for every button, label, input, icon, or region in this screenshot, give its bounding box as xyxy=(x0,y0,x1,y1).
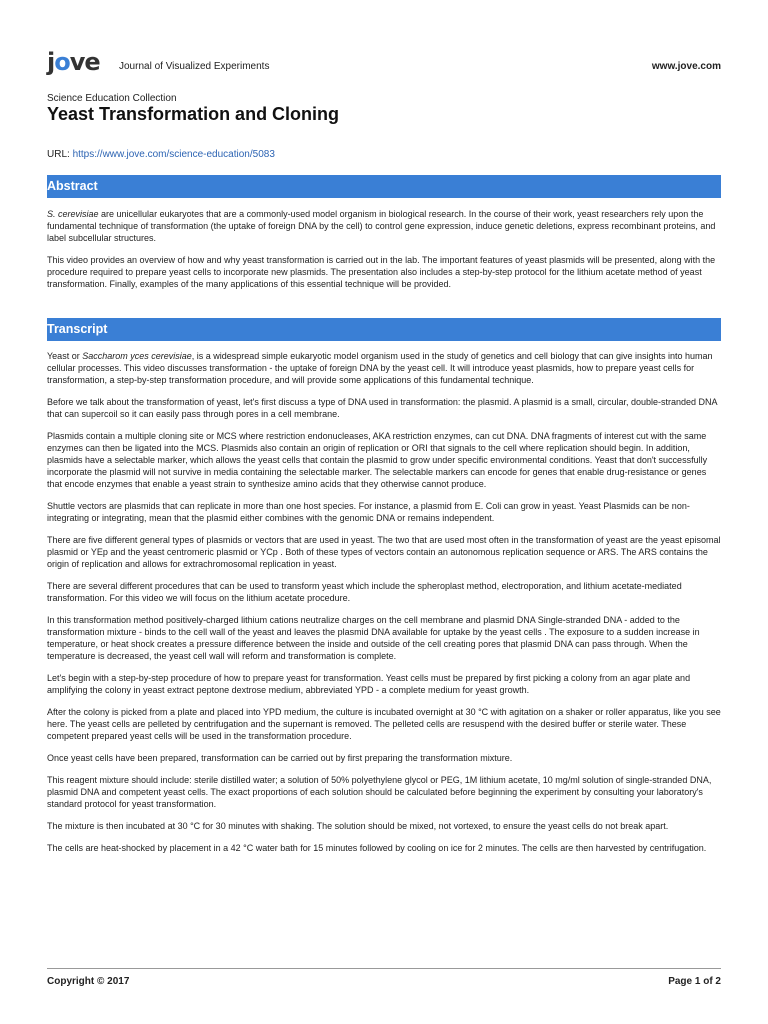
abstract-paragraph xyxy=(47,208,721,244)
transcript-paragraph: Before we talk about the transformation of yeast, let's first discuss a type of DNA used in transformation: the plasmid. A plasmid is a small, circular, double-stranded DNA that can supercoil so it can easily pass through pores in a cell membrane. xyxy=(47,397,718,419)
abstract-body xyxy=(47,208,721,300)
logo-o: o xyxy=(54,48,70,76)
transcript-paragraph: In this transformation method positively-charged lithium cations neutralize charges on the cell membrane and plasmid DNA Single-stranded DNA - added to the transformation mixture - binds to the cell wall of the yeast and leaves the plasmid DNA available for uptake by the yeast cells . The exposure to a sudden increase in temperature, or heat shock creates a pressure difference between the inside and outside of the cell creating pores that plasmid DNA can pass through. When the temperature is decreased, the yeast cell wall will reform and transformation is complete. xyxy=(47,615,700,661)
transcript-paragraph: Once yeast cells have been prepared, transformation can be carried out by first preparing the transformation mixture. xyxy=(47,753,513,763)
abstract-heading: Abstract xyxy=(47,179,98,193)
transcript-paragraph: The cells are heat-shocked by placement in a 42 °C water bath for 15 minutes followed by cooling on ice for 2 minutes. The cells are then harvested by centrifugation. xyxy=(47,843,707,853)
logo-ve: ve xyxy=(69,48,100,76)
transcript-body xyxy=(47,350,721,864)
transcript-paragraph: There are five different general types of plasmids or vectors that are used in yeast. The two that are used most often in the transformation of yeast are the yeast episomal plasmid or YEp and the yeast centromeric plasmid or YCp . Both of these types of vectors contain an autonomous replication sequence or ARS. The ARS contains the origin of replication and allows for extrachromosomal replication in yeast. xyxy=(47,535,721,569)
site-url[interactable]: www.jove.com xyxy=(651,61,721,72)
abstract-text: are unicellular eukaryotes that are a commonly-used model organism in biological research. In the course of their work, yeast researchers rely upon the fundamental technique of transformation (the uptake of foreign DNA by the cell) to control gene expression, induce genetic deletions, express recombinant proteins, and label subcellular structures. xyxy=(47,209,716,243)
transcript-text: , is a widespread simple eukaryotic model organism used in the study of genetics and cell biology that can give insights into human cellular processes. This video discusses transformation - the uptake of foreign DNA by the yeast cell. It will introduce yeast plasmids, how to prepare yeast cells for transformation, a step-by-step transformation procedure, and will provide some applications of this fundamental technique. xyxy=(47,351,713,385)
copyright: Copyright © 2017 xyxy=(47,976,130,987)
transcript-paragraph: Let's begin with a step-by-step procedure of how to prepare yeast for transformation. Yeast cells must be prepared by first picking a colony from an agar plate and amplifying the colony in yeast extract peptone dextrose medium, abbreviated YPD - a complete medium for yeast growth. xyxy=(47,673,691,695)
transcript-paragraph xyxy=(47,350,721,386)
transcript-heading: Transcript xyxy=(47,322,108,336)
transcript-paragraph: Plasmids contain a multiple cloning site or MCS where restriction endonucleases, AKA restriction enzymes, can cut DNA. DNA fragments of interest cut with the same enzymes can then be ligated into the MCS. Plasmids also contain an origin of replication or ORI that signals to the cell where replication should begin. In addition, plasmids have a selectable marker, which allows the yeast cells that contain the plasmid to grow under specific environmental conditions. Yeast that don't successfully incorporate the plasmid will not survive in media containing the selectable marker. The selectable markers can encode for genes that enable drug-resistance or genes that encode enzymes that enable a yeast strain to synthesize amino acids that they otherwise cannot produce. xyxy=(47,431,708,489)
page-header xyxy=(47,48,721,76)
species-name: Saccharom yces cerevisiae xyxy=(82,351,192,361)
transcript-heading-bar xyxy=(47,318,721,341)
footer-divider xyxy=(47,968,721,969)
transcript-paragraph: The mixture is then incubated at 30 °C for 30 minutes with shaking. The solution should be mixed, not vortexed, to ensure the yeast cells do not break apart. xyxy=(47,821,669,831)
jove-logo[interactable] xyxy=(47,50,100,74)
collection-label: Science Education Collection xyxy=(47,93,177,104)
url-label: URL: xyxy=(47,149,73,160)
url-line xyxy=(47,149,275,160)
abstract-heading-bar xyxy=(47,175,721,198)
abstract-paragraph: This video provides an overview of how and why yeast transformation is carried out in the lab. The important features of yeast plasmids will be presented, along with the procedure required to prepare yeast cells to incorporate new plasmids. The presentation also includes a step-by-step protocol for the lithium acetate method of yeast transformation. Finally, examples of the many applications of this essential technique will be provided. xyxy=(47,255,716,289)
article-url-link[interactable]: https://www.jove.com/science-education/5083 xyxy=(72,149,275,160)
document-page xyxy=(47,0,721,1024)
transcript-text: Yeast or xyxy=(47,351,83,361)
page-number: Page 1 of 2 xyxy=(668,976,721,987)
document-title: Yeast Transformation and Cloning xyxy=(47,104,340,124)
transcript-paragraph: This reagent mixture should include: sterile distilled water; a solution of 50% polyethylene glycol or PEG, 1M lithium acetate, 10 mg/ml solution of single-stranded DNA, plasmid DNA and competent yeast cells. The exact proportions of each solution should be calculated before beginning the experiment by consulting your laboratory's standard protocol for yeast transformation. xyxy=(47,775,712,809)
transcript-paragraph: After the colony is picked from a plate and placed into YPD medium, the culture is incubated overnight at 30 °C with agitation on a shaker or roller apparatus, like you see here. The yeast cells are pelleted by centrifugation and the supernant is removed. The pelleted cells are resuspend with the desired buffer or sterile water. These competent prepared yeast cells will be used in the transformation procedure. xyxy=(47,707,721,741)
transcript-paragraph: Shuttle vectors are plasmids that can replicate in more than one host species. For instance, a plasmid from E. Coli can grow in yeast. Yeast Plasmids can be non-integrating or integrating, mean that the plasmid either combines with the genomic DNA or remains independent. xyxy=(47,501,690,523)
transcript-paragraph: There are several different procedures that can be used to transform yeast which include the spheroplast method, electroporation, and lithium acetate-mediated transformation. For this video we will focus on the lithium acetate procedure. xyxy=(47,581,682,603)
journal-name: Journal of Visualized Experiments xyxy=(119,61,270,72)
logo-j: j xyxy=(47,48,55,76)
species-name: S. cerevisiae xyxy=(47,209,99,219)
